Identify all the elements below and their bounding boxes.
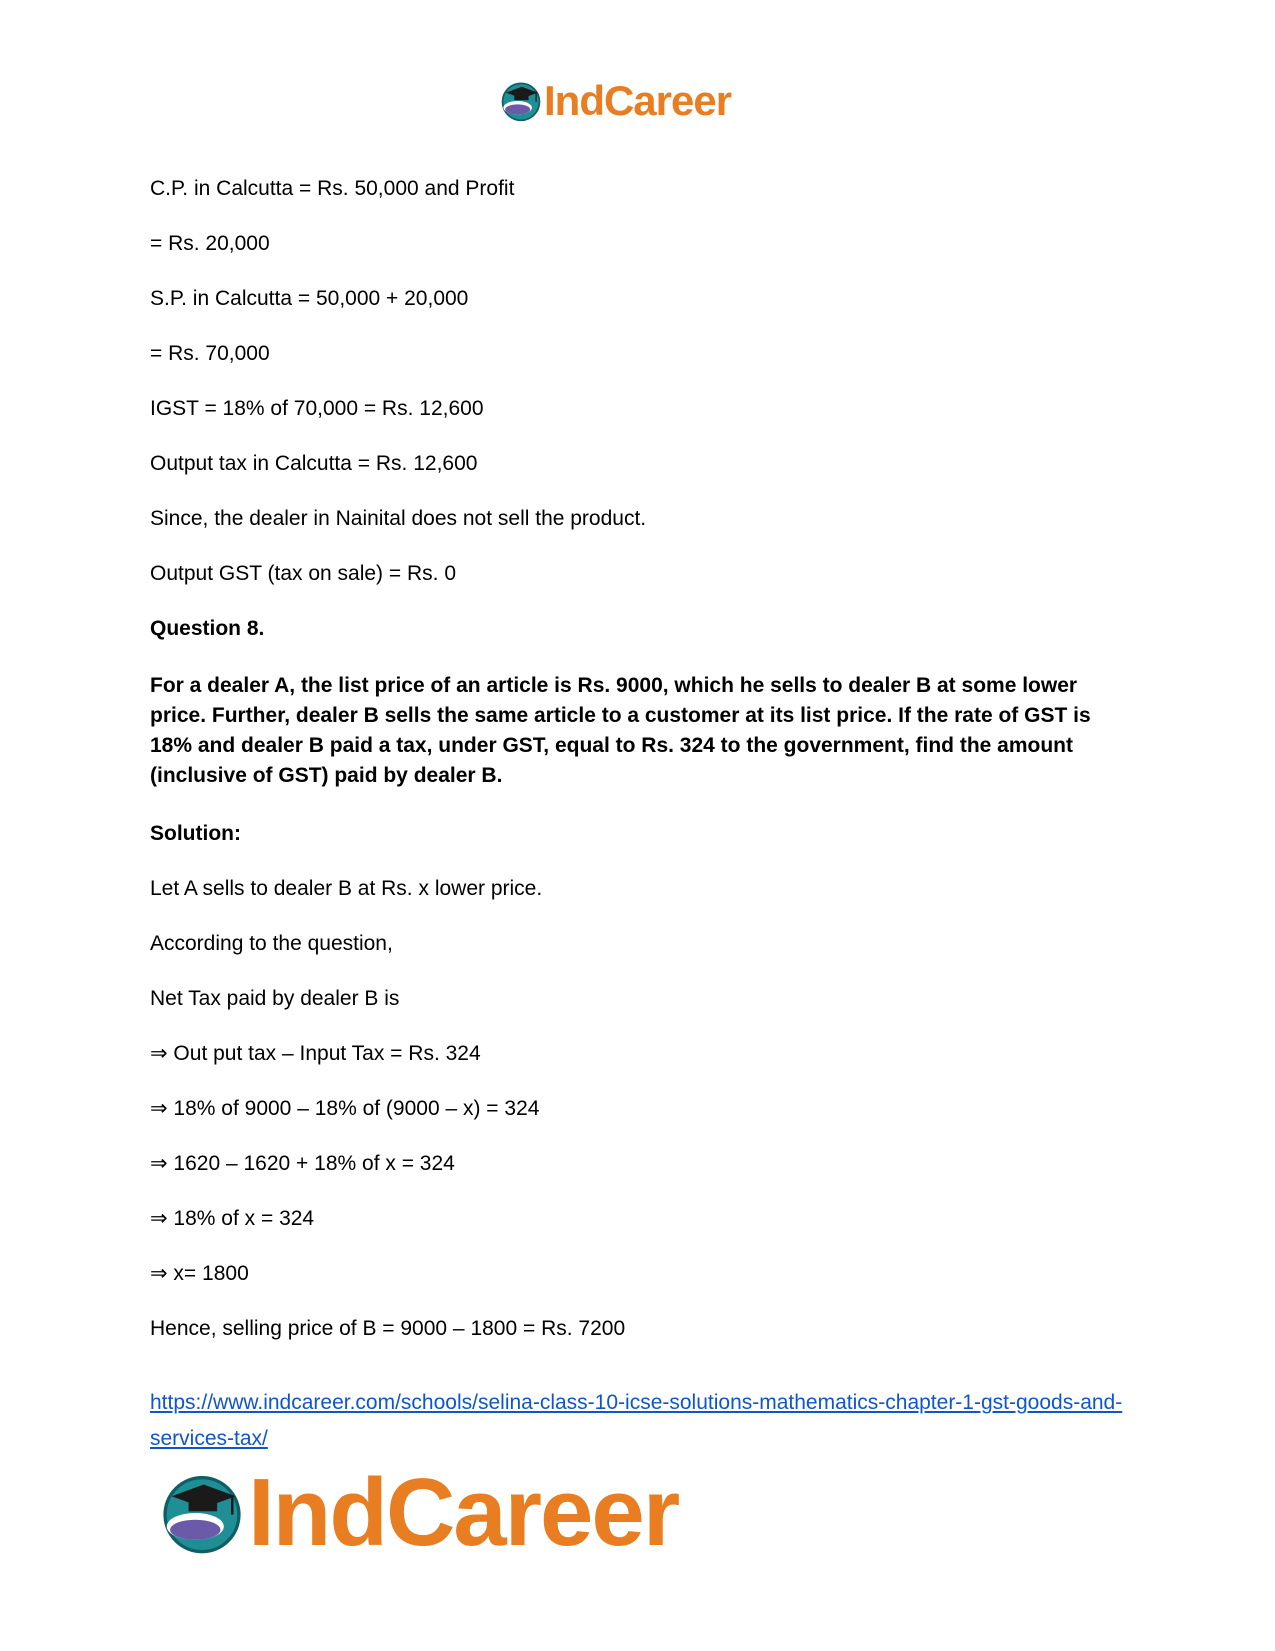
solution-line: ⇒ 18% of 9000 – 18% of (9000 – x) = 324	[150, 1097, 540, 1120]
solution-line: Let A sells to dealer B at Rs. x lower price.	[150, 877, 543, 900]
text-line: Output tax in Calcutta = Rs. 12,600	[150, 452, 478, 475]
graduation-cap-book-icon	[500, 80, 542, 122]
brand-name: IndCareer	[248, 1459, 679, 1566]
solution-line: ⇒ 1620 – 1620 + 18% of x = 324	[150, 1152, 455, 1175]
text-line: Since, the dealer in Nainital does not sell the product.	[150, 507, 647, 530]
solution-line: According to the question,	[150, 932, 393, 955]
text-line: S.P. in Calcutta = 50,000 + 20,000	[150, 287, 469, 310]
solution-line: ⇒ x= 1800	[150, 1262, 249, 1285]
document-body	[150, 176, 1130, 1371]
solution-line: ⇒ 18% of x = 324	[150, 1207, 315, 1230]
question-heading: Question 8.	[150, 617, 265, 640]
header-logo	[500, 77, 732, 124]
question-text: For a dealer A, the list price of an article is Rs. 9000, which he sells to dealer B at some lower price. Further, dealer B sells the same article to a customer at its list price. If the rate of GST is 18% and dealer B paid a tax, under GST, equal to Rs. 324 to the government, find the amount (inclusive of GST) paid by dealer B.	[150, 674, 1091, 787]
solution-heading: Solution:	[150, 822, 241, 845]
text-line: = Rs. 70,000	[150, 342, 270, 365]
solution-line: Hence, selling price of B = 9000 – 1800 = Rs. 7200	[150, 1317, 626, 1340]
solution-line: ⇒ Out put tax – Input Tax = Rs. 324	[150, 1042, 481, 1065]
text-line: Output GST (tax on sale) = Rs. 0	[150, 562, 456, 585]
brand-name: IndCareer	[544, 77, 732, 124]
text-line: = Rs. 20,000	[150, 232, 270, 255]
text-line: C.P. in Calcutta = Rs. 50,000 and Profit	[150, 177, 515, 200]
source-link[interactable]: https://www.indcareer.com/schools/selina-class-10-icse-solutions-mathematics-chapter-1-gst-goods-and-services-tax/	[150, 1391, 1123, 1450]
text-line: IGST = 18% of 70,000 = Rs. 12,600	[150, 397, 484, 420]
footer-logo	[160, 1459, 679, 1566]
solution-line: Net Tax paid by dealer B is	[150, 987, 400, 1010]
graduation-cap-book-icon	[160, 1471, 244, 1555]
